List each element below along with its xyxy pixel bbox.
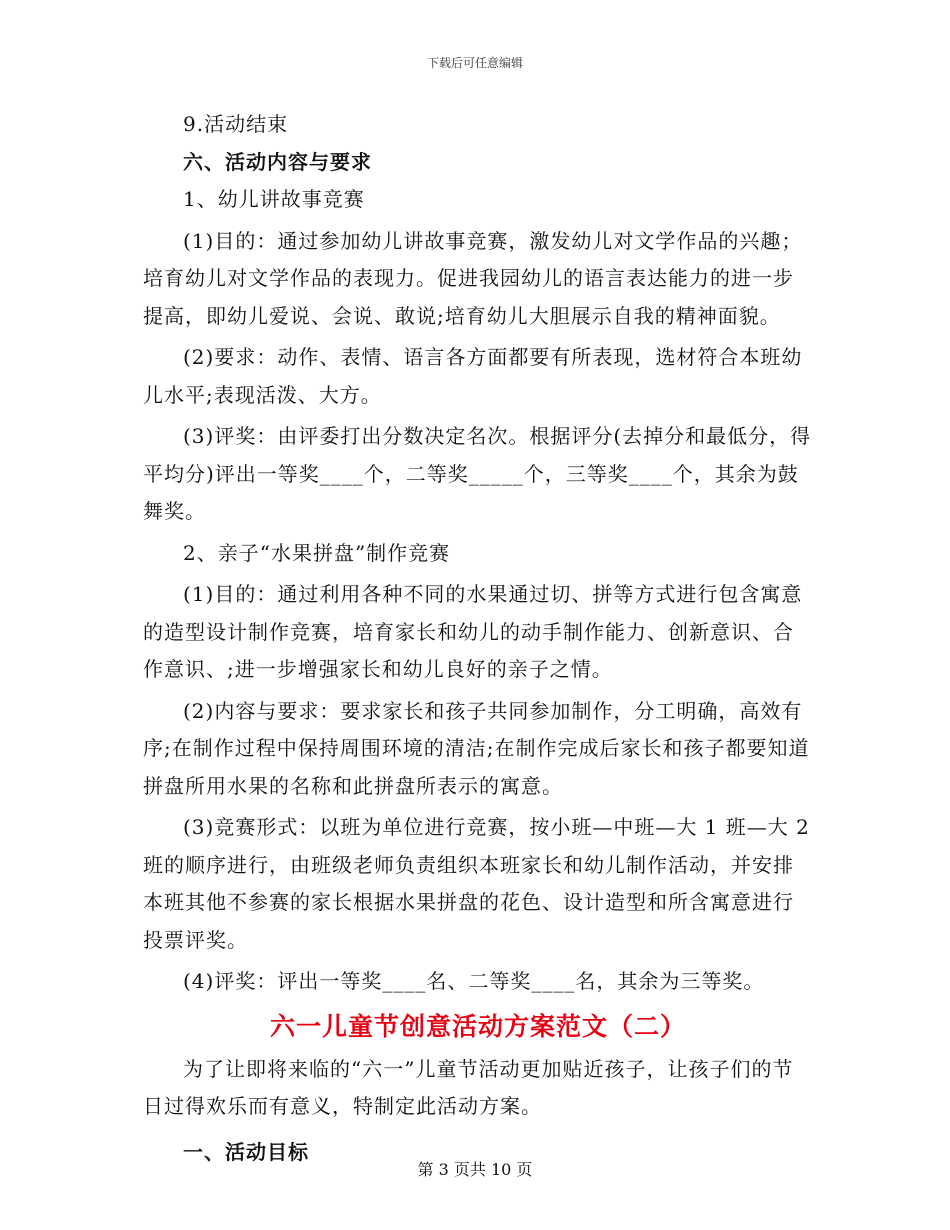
paragraph-fruit-platter-requirements: (2)内容与要求：要求家长和孩子共同参加制作，分工明确，高效有序;在制作过程中保持周围环境的清洁;在制作完成后家长和孩子都要知道拼盘所用水果的名称和此拼盘所表示的寓意。 [143,698,810,798]
page-footer: 第 3 页共 10 页 [417,1160,533,1179]
paragraph-storytelling-awards: (3)评奖：由评委打出分数决定名次。根据评分(去掉分和最低分，得平均分)评出一等奖____个，二等奖_____个，三等奖____个，其余为鼓舞奖。 [143,424,812,523]
document-title-part-two: 六一儿童节创意活动方案范文（二） [269,1011,686,1041]
paragraph-storytelling-requirements: (2)要求：动作、表情、语言各方面都要有所表现，选材符合本班幼儿水平;表现活泼、大方。 [143,345,803,407]
paragraph-fruit-platter-purpose: (1)目的：通过利用各种不同的水果通过切、拼等方式进行包含寓意的造型设计制作竞赛，培育家长和幼儿的动手制作能力、创新意识、合作意识、;进一步增强家长和幼儿良好的亲子之情。 [143,582,803,681]
document-body [143,106,813,1171]
paragraph-introduction: 为了让即将来临的“六一”儿童节活动更加贴近孩子，让孩子们的节日过得欢乐而有意义，特制定此活动方案。 [143,1056,794,1118]
subsection-fruit-platter-contest: 2、亲子“水果拼盘”制作竞赛 [183,540,451,565]
paragraph-activity-end: 9.活动结束 [183,112,289,136]
paragraph-fruit-platter-format: (3)竞赛形式：以班为单位进行竞赛，按小班—中班—大 1 班—大 2 班的顺序进行，由班级老师负责组织本班家长和幼儿制作活动，并安排本班其他不参赛的家长根据水果拼盘的花色、设计造型和所含寓意进行投票评奖。 [143,815,810,952]
section-heading-activity-goals: 一、活动目标 [183,1139,309,1164]
paragraph-fruit-platter-awards: (4)评奖：评出一等奖____名、二等奖____名，其余为三等奖。 [183,969,765,993]
paragraph-storytelling-purpose: (1)目的：通过参加幼儿讲故事竞赛，激发幼儿对文学作品的兴趣；培育幼儿对文学作品的表现力。促进我园幼儿的语言表达能力的进一步提高，即幼儿爱说、会说、敢说;培育幼儿大胆展示自我的精神面貌。 [143,228,803,328]
subsection-storytelling-contest: 1、幼儿讲故事竞赛 [183,187,365,211]
page-header: 下载后可任意编辑 [426,56,523,70]
section-heading-content-requirements: 六、活动内容与要求 [183,149,372,174]
